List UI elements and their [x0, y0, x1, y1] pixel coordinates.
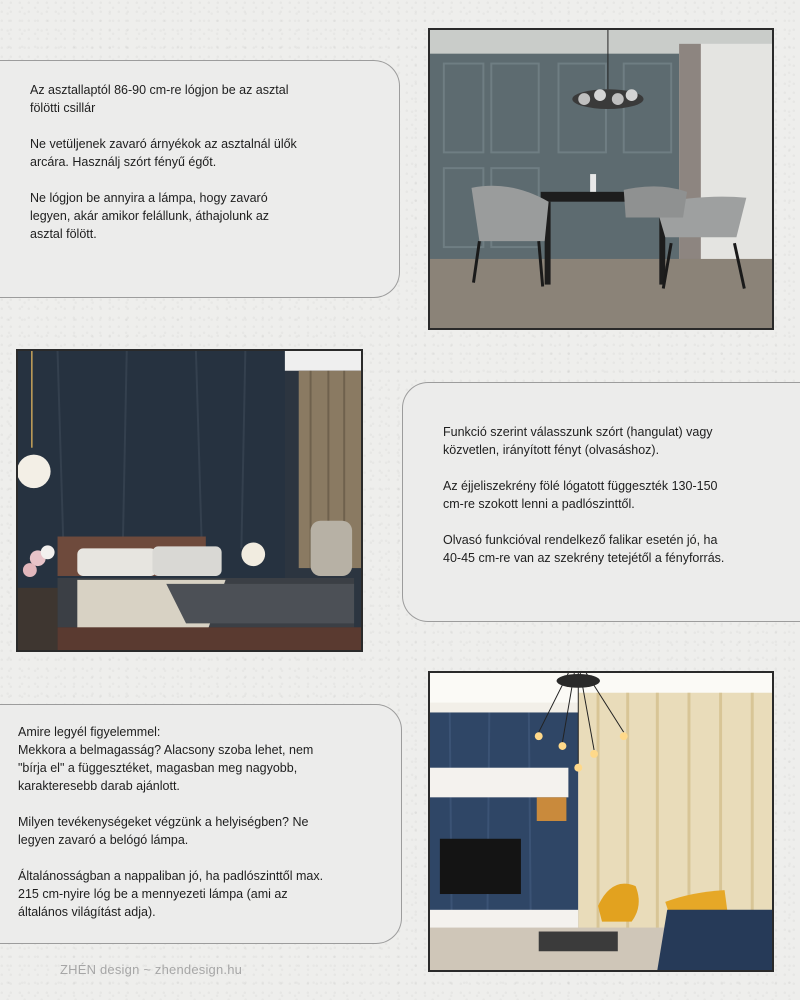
- footer-brand: ZHÉN design ~ zhendesign.hu: [60, 962, 243, 977]
- tip-paragraph: Milyen tevékenységeket végzünk a helyiségben? Ne legyen zavaró a belógó lámpa.: [18, 815, 309, 847]
- tip-paragraph: Amire legyél figyelemmel: Mekkora a belmagasság? Alacsony szoba lehet, nem "bírja el" a függesztéket, magasban meg nagyobb, karakteresebb darab ajánlott.: [18, 725, 314, 793]
- tip-paragraph: Általánosságban a nappaliban jó, ha padlószinttől max. 215 cm-nyire lóg be a mennyezeti lámpa (ami az általános világítást adja).: [18, 869, 324, 919]
- dining-room-photo: [428, 28, 774, 330]
- tip-paragraph: Az asztallaptól 86-90 cm-re lógjon be az asztal fölötti csillár: [30, 83, 289, 115]
- living-room-photo: [428, 671, 774, 972]
- bedroom-photo: [16, 349, 363, 652]
- bedroom-tips-card: [402, 382, 800, 622]
- tip-paragraph: Az éjjeliszekrény fölé lógatott függeszték 130-150 cm-re szokott lenni a padlószinttől.: [443, 479, 718, 511]
- tip-paragraph: Ne lógjon be annyira a lámpa, hogy zavaró legyen, akár amikor felállunk, áthajolunk az asztal fölött.: [30, 191, 270, 241]
- tip-paragraph: Funkció szerint válasszunk szórt (hangulat) vagy közvetlen, irányított fényt (olvasáshoz).: [443, 425, 713, 457]
- tip-paragraph: Ne vetüljenek zavaró árnyékok az asztalnál ülők arcára. Használj szórt fényű égőt.: [30, 137, 297, 169]
- dining-tips-card: [0, 60, 400, 298]
- living-room-tips-card: [0, 704, 402, 944]
- tip-paragraph: Olvasó funkcióval rendelkező falikar esetén jó, ha 40-45 cm-re van az szekrény tetejétől a fényforrás.: [443, 533, 725, 565]
